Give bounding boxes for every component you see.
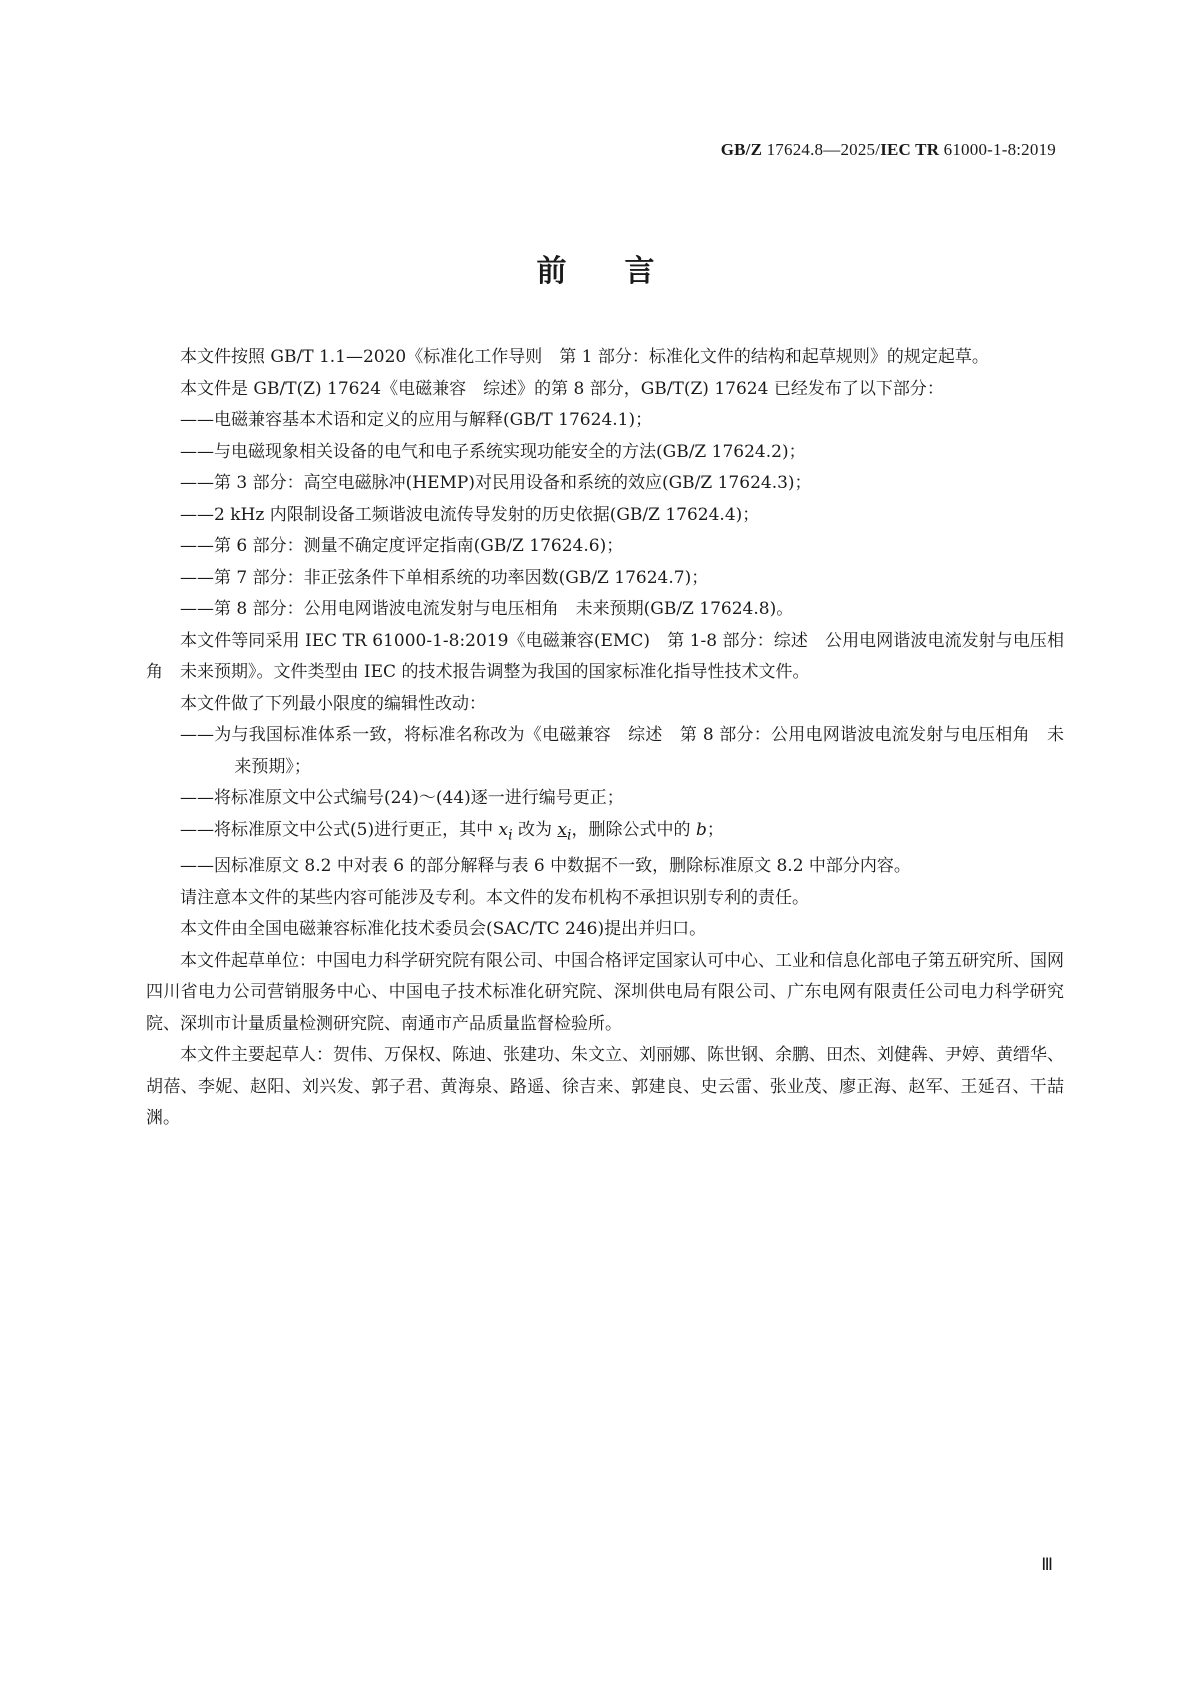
- paragraph-patent-notice: 请注意本文件的某些内容可能涉及专利。本文件的发布机构不承担识别专利的责任。: [180, 887, 809, 908]
- formula-var-x-corrected: x: [557, 819, 568, 840]
- list-item: ——第 3 部分：高空电磁脉冲(HEMP)对民用设备和系统的效应(GB/Z 17624.3)；: [180, 473, 812, 493]
- code-iec-num: 61000-1-8:2019: [943, 140, 1056, 159]
- formula-var-x: x: [498, 819, 509, 840]
- paragraph-series-intro: 本文件是 GB/T(Z) 17624《电磁兼容 综述》的第 8 部分，GB/T(Z) 17624 已经发布了以下部分：: [180, 378, 944, 399]
- list-item: ——第 6 部分：测量不确定度评定指南(GB/Z 17624.6)；: [180, 536, 624, 556]
- paragraph-adoption: 本文件等同采用 IEC TR 61000-1-8:2019《电磁兼容(EMC) 第 1-8 部分：综述 公用电网谐波电流发射与电压相角 未来预期》。文件类型由 IEC 的技术报告调整为我国的国家标准化指导性技术文件。: [146, 630, 1064, 682]
- page-number: Ⅲ: [1041, 1555, 1053, 1574]
- formula-text-c: ，删除公式中的: [571, 819, 696, 840]
- paragraph-drafting-rules: 本文件按照 GB/T 1.1—2020《标准化工作导则 第 1 部分：标准化文件的结构和起草规则》的规定起草。: [180, 347, 989, 367]
- formula-sub-i: i: [508, 826, 513, 843]
- code-num: 17624.8—2025/: [766, 140, 881, 159]
- paragraph-drafting-units: 本文件起草单位：中国电力科学研究院有限公司、中国合格评定国家认可中心、工业和信息化部电子第五研究所、国网四川省电力公司营销服务中心、中国电子技术标准化研究院、深圳供电局有限公司、广东电网有限责任公司电力科学研究院、深圳市计量质量检测研究院、南通市产品质量监督检验所。: [146, 950, 1064, 1034]
- title-char-1: 前: [536, 254, 567, 289]
- list-item: ——2 kHz 内限制设备工频谐波电流传导发射的历史依据(GB/Z 17624.4)；: [180, 504, 760, 525]
- list-item: ——第 8 部分：公用电网谐波电流发射与电压相角 未来预期(GB/Z 17624.8)。: [180, 599, 794, 619]
- list-item: ——因标准原文 8.2 中对表 6 的部分解释与表 6 中数据不一致，删除标准原文 8.2 中部分内容。: [180, 856, 911, 877]
- paragraph-changes-intro: 本文件做了下列最小限度的编辑性改动：: [180, 693, 486, 714]
- list-item: ——将标准原文中公式编号(24)～(44)逐一进行编号更正；: [180, 788, 624, 808]
- code-iec: IEC TR: [880, 140, 940, 159]
- list-item: ——电磁兼容基本术语和定义的应用与解释(GB/T 17624.1)；: [180, 410, 653, 430]
- list-item: ——与电磁现象相关设备的电气和电子系统实现功能安全的方法(GB/Z 17624.2)；: [180, 441, 806, 462]
- paragraph-drafters: 本文件主要起草人：贺伟、万保权、陈迪、张建功、朱文立、刘丽娜、陈世钢、余鹏、田杰、刘健犇、尹婷、黄缙华、胡蓓、李妮、赵阳、刘兴发、郭子君、黄海泉、路遥、徐吉来、郭建良、史云雷、张业茂、廖正海、赵军、王延召、干喆渊。: [146, 1045, 1064, 1129]
- formula-text-d: ；: [706, 819, 724, 840]
- formula-text-a: ——将标准原文中公式(5)进行更正，其中: [180, 819, 499, 840]
- page-title: [0, 246, 1191, 290]
- formula-sub-i-corrected: i: [567, 826, 572, 843]
- foreword-body: [146, 342, 1064, 1135]
- code-std: GB/Z: [720, 140, 763, 159]
- formula-var-b: b: [695, 819, 707, 840]
- paragraph-committee: 本文件由全国电磁兼容标准化技术委员会(SAC/TC 246)提出并归口。: [180, 919, 707, 940]
- list-item: ——为与我国标准体系一致，将标准名称改为《电磁兼容 综述 第 8 部分：公用电网谐波电流发射与电压相角 未来预期》；: [180, 725, 1064, 777]
- list-item: ——第 7 部分：非正弦条件下单相系统的功率因数(GB/Z 17624.7)；: [180, 567, 709, 588]
- document-code: [721, 140, 1056, 160]
- title-char-2: 言: [624, 254, 655, 289]
- formula-text-b: 改为: [512, 819, 558, 840]
- list-item-formula: [146, 815, 1064, 852]
